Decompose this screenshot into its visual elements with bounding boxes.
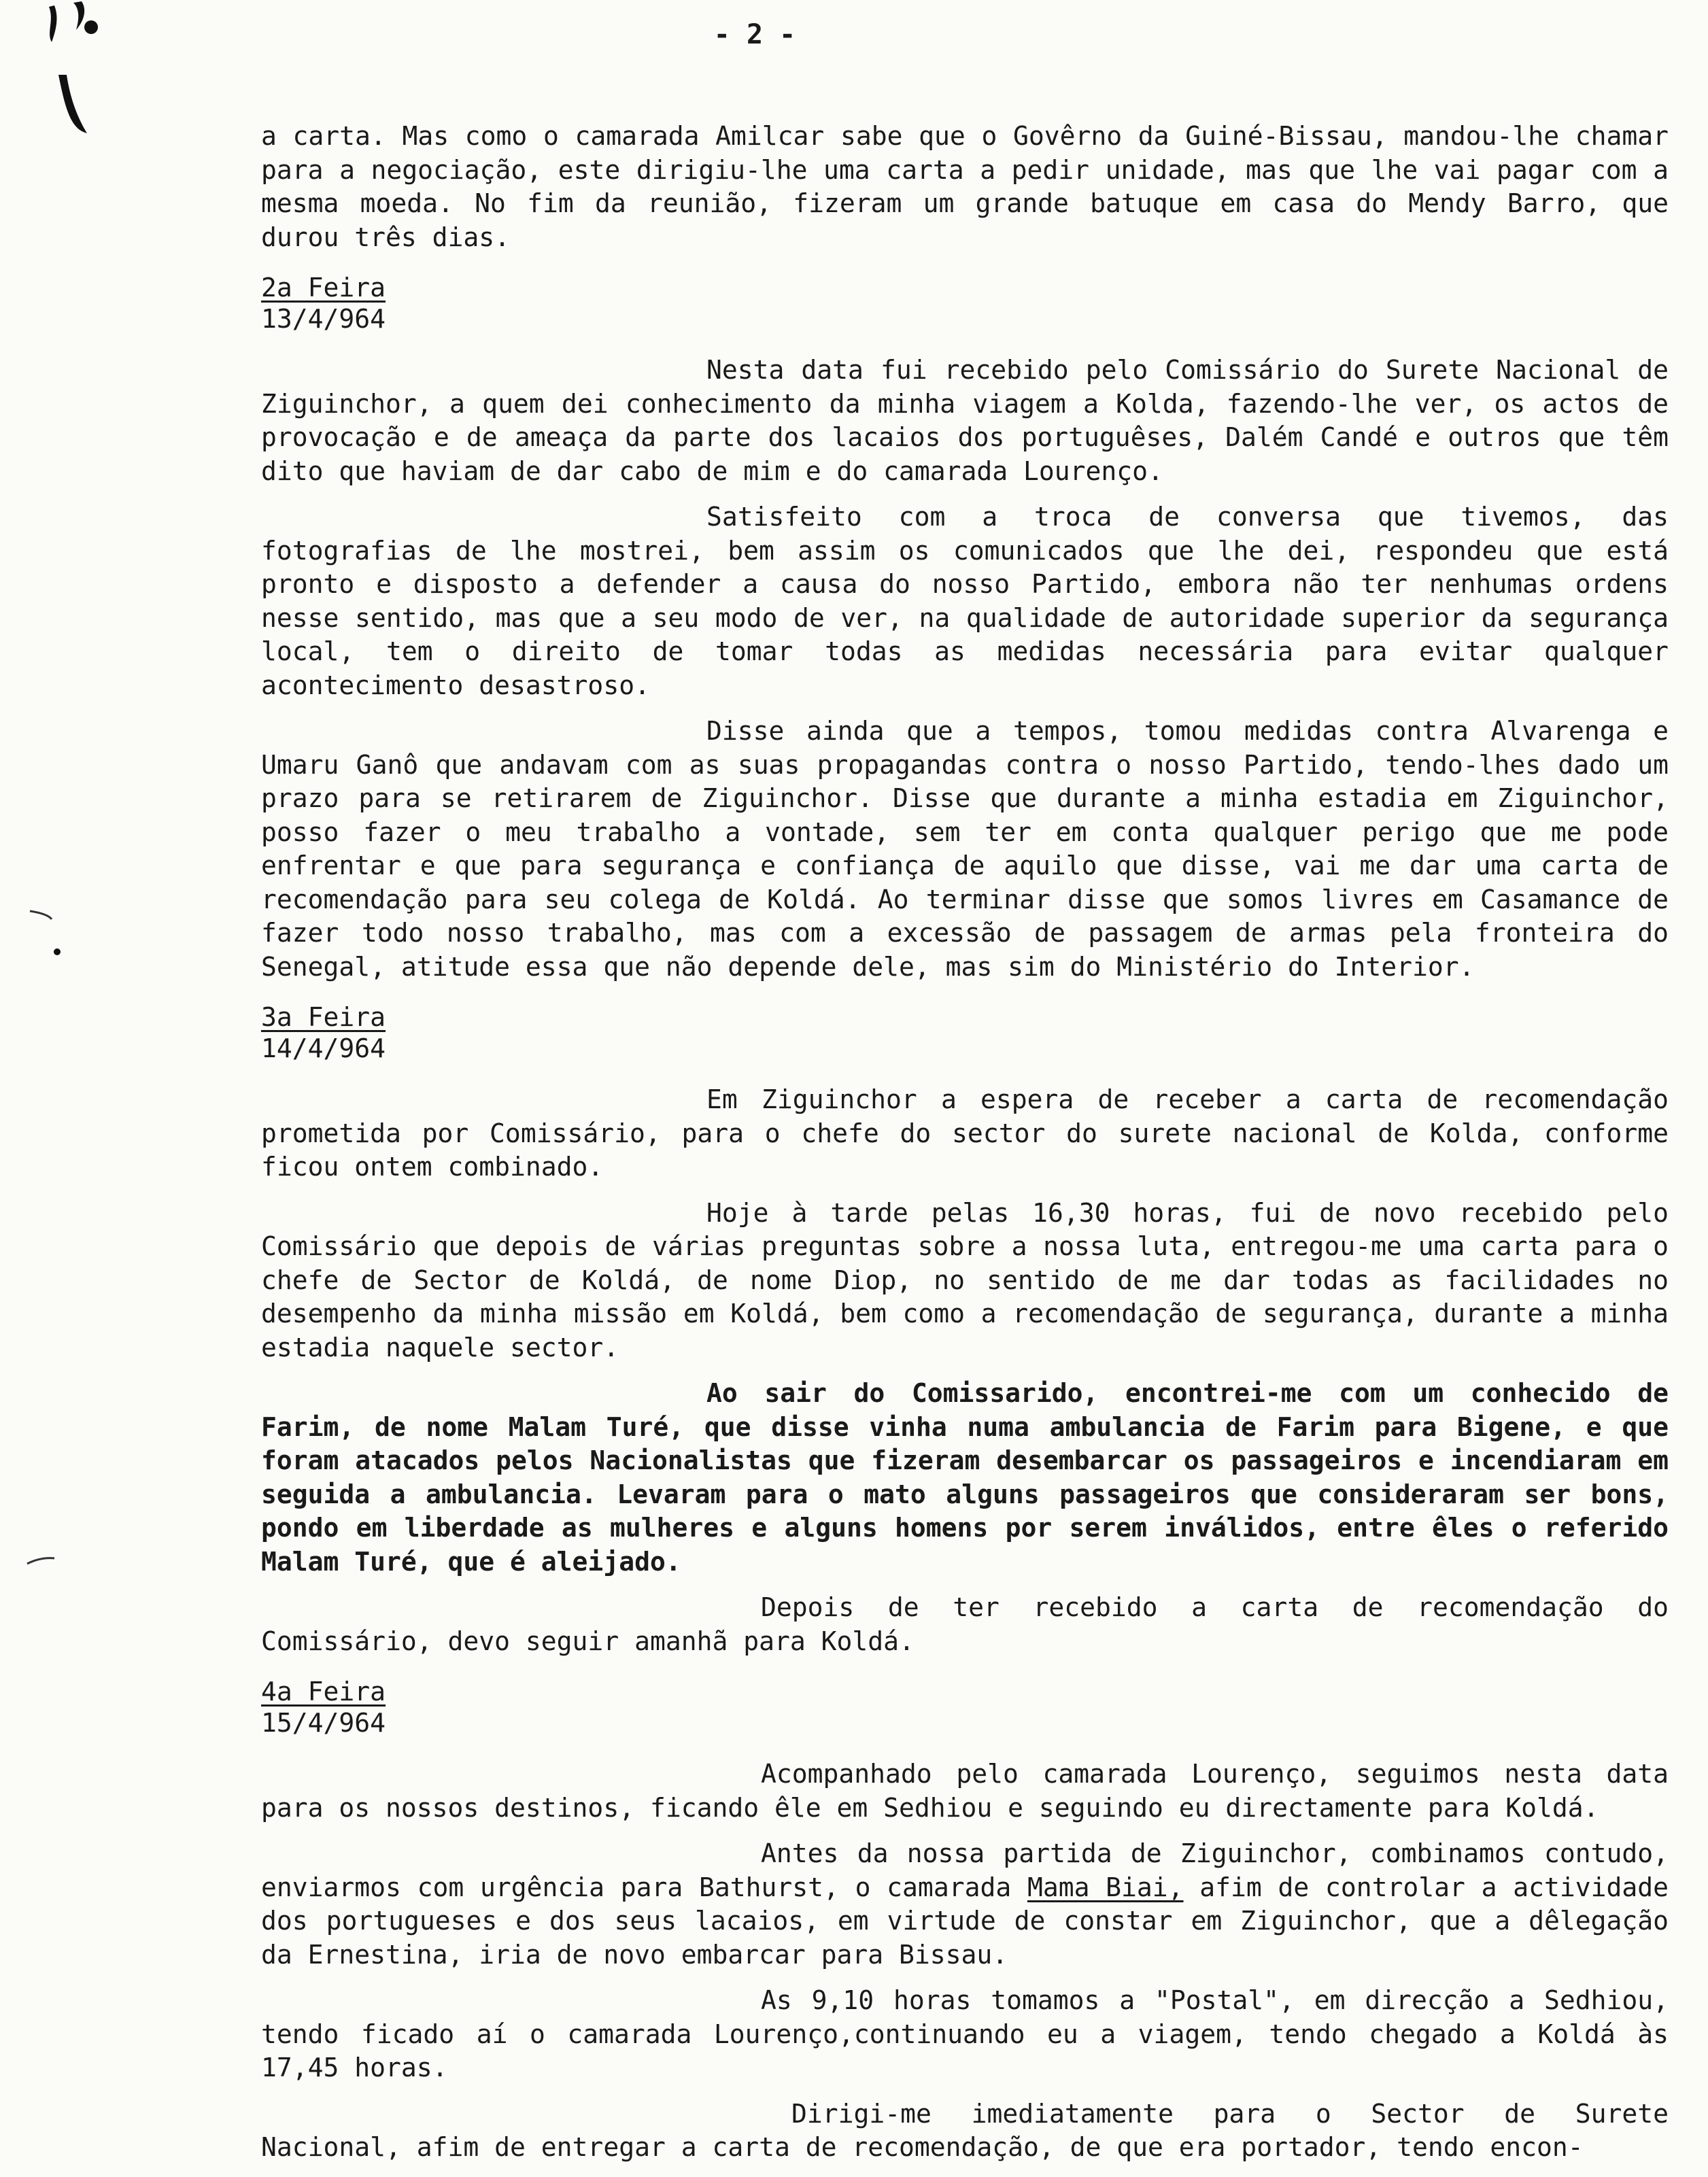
paragraph	[261, 1837, 1669, 1972]
entry-heading-tuesday	[261, 1001, 1669, 1064]
underlined-name: Mama Biai,	[1027, 1872, 1184, 1902]
entry-date: 13/4/964	[261, 304, 386, 334]
entry-day-name: 2a Feira	[261, 273, 386, 303]
entry-heading-wednesday	[261, 1676, 1669, 1738]
paragraph: Nesta data fui recebido pelo Comissário do Surete Nacional de Ziguinchor, a quem dei conhecimento da minha viagem a Kolda, fazendo-lhe ver, os actos de provocação e de ameaça da parte dos lacaios dos portuguêses, Dalém Candé e outros que têm dito que haviam de dar cabo de mim e do camarada Lourenço.	[261, 355, 1669, 486]
entry-date: 15/4/964	[261, 1708, 386, 1738]
document-body	[261, 120, 1669, 2177]
entry-heading-monday	[261, 272, 1669, 335]
paragraph: Disse ainda que a tempos, tomou medidas contra Alvarenga e Umaru Ganô que andavam com as suas propagandas contra o nosso Partido, tendo-lhes dado um prazo para se retirarem de Ziguinchor. Disse que durante a minha estadia em Ziguinchor, posso fazer o meu trabalho a vontade, sem ter em conta qualquer perigo que me pode enfrentar e que para segurança e confiança de aquilo que disse, vai me dar uma carta de recomendação para seu colega de Koldá. Ao terminar disse que somos livres em Casamance de fazer todo nosso trabalho, mas com a excessão de passagem de armas pela fronteira do Senegal, atitude essa que não depende dele, mas sim do Ministério do Interior.	[261, 716, 1669, 982]
page-number: - 2 -	[713, 19, 796, 50]
paragraph: Dirigi-me imediatamente para o Sector de Surete Nacional, afim de entregar a carta de recomendação, de que era portador, tendo encon-	[261, 2098, 1669, 2162]
entry-day-name: 3a Feira	[261, 1002, 386, 1032]
entry-date: 14/4/964	[261, 1033, 386, 1063]
margin-ink-marks	[0, 0, 136, 2162]
paragraph: Acompanhado pelo camarada Lourenço, seguimos nesta data para os nossos destinos, ficando êle em Sedhiou e seguindo eu directamente para Koldá.	[261, 1759, 1669, 1823]
paragraph: Satisfeito com a troca de conversa que tivemos, das fotografias de lhe mostrei, bem assim os comunicados que lhe dei, respondeu que está pronto e disposto a defender a causa do nosso Partido, embora não ter nenhumas ordens nesse sentido, mas que a seu modo de ver, na qualidade de autoridade superior da segurança local, tem o direito de tomar todas as medidas necessária para evitar qualquer acontecimento desastroso.	[261, 502, 1669, 700]
paragraph: Hoje à tarde pelas 16,30 horas, fui de novo recebido pelo Comissário que depois de várias preguntas sobre a nossa luta, entregou-me uma carta para o chefe de Sector de Koldá, de nome Diop, no sentido de me dar todas as facilidades no desempenho da minha missão em Koldá, bem como a recomendação de segurança, durante a minha estadia naquele sector.	[261, 1197, 1669, 1362]
paragraph: Depois de ter recebido a carta de recomendação do Comissário, devo seguir amanhã para Koldá.	[261, 1592, 1669, 1656]
paragraph: As 9,10 horas tomamos a "Postal", em direcção a Sedhiou, tendo ficado aí o camarada Lourenço,continuando eu a viagem, tendo chegado a Koldá às 17,45 horas.	[261, 1985, 1669, 2082]
paragraph-text: Antes da nossa partida de Ziguinchor, combinamos contudo, enviarmos com urgência para Bathurst, o camarada	[261, 1838, 1669, 1902]
paragraph: Em Ziguinchor a espera de receber a carta de recomendação prometida por Comissário, para o chefe do sector do surete nacional de Kolda, conforme ficou ontem combinado.	[261, 1084, 1669, 1182]
paragraph-intro: a carta. Mas como o camarada Amilcar sabe que o Govêrno da Guiné-Bissau, mandou-lhe chamar para a negociação, este dirigiu-lhe uma carta a pedir unidade, mas que lhe vai pagar com a mesma moeda. No fim da reunião, fizeram um grande batuque em casa do Mendy Barro, que durou três dias.	[261, 121, 1669, 252]
paragraph-text: afim de controlar a actividade dos portugueses e dos seus lacaios, em virtude de constar em Ziguinchor, que a dêlegação da Ernestina, iria de novo embarcar para Bissau.	[261, 1872, 1669, 1970]
paragraph-bold: Ao sair do Comissarido, encontrei-me com um conhecido de Farim, de nome Malam Turé, que disse vinha numa ambulancia de Farim para Bigene, e que foram atacados pelos Nacionalistas que fizeram desembarcar os passageiros e incendiaram em seguida a ambulancia. Levaram para o mato alguns passageiros que consideraram ser bons, pondo em liberdade as mulheres e alguns homens por serem inválidos, entre êles o referido Malam Turé, que é aleijado.	[261, 1378, 1669, 1577]
entry-day-name: 4a Feira	[261, 1677, 386, 1707]
